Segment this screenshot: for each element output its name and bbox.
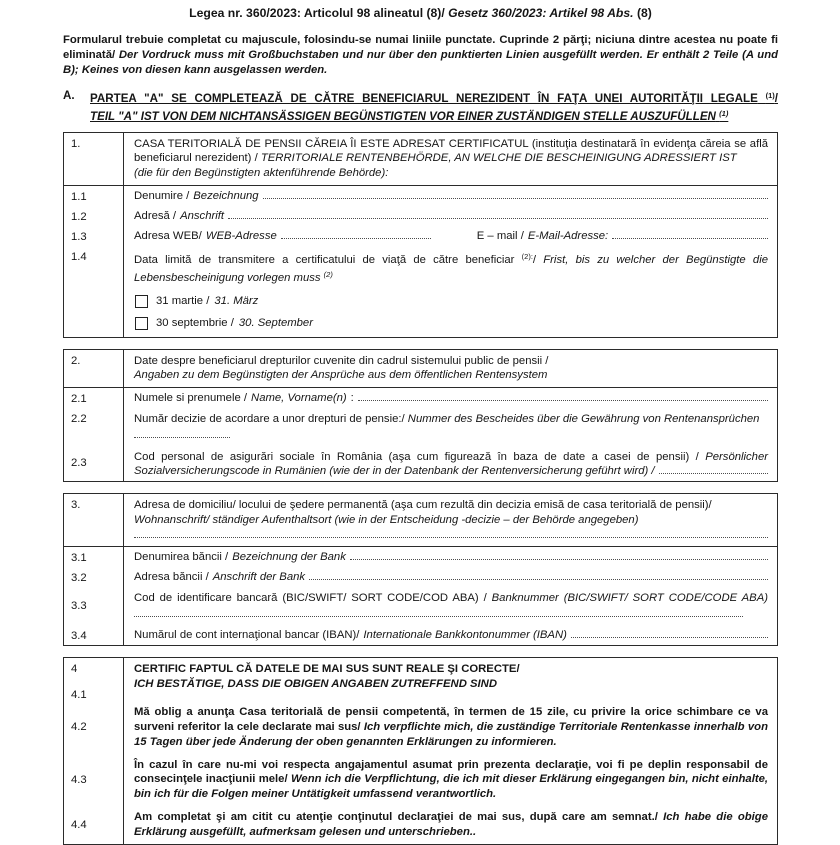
dotted-field[interactable] — [281, 237, 431, 239]
dotted-field[interactable] — [134, 536, 768, 538]
field-label-de: Anschrift — [180, 210, 225, 222]
row-number: 3. — [71, 498, 81, 511]
field-label-de: Nummer des Bescheides über die Gewährung von Rentenansprüchen — [407, 413, 760, 426]
table-row — [64, 658, 777, 701]
law-title-ro: Legea nr. 360/2023: Articolul 98 alineatul (8)/ — [189, 6, 445, 20]
field-label — [134, 412, 768, 427]
section-a-slash: / — [774, 91, 778, 105]
field-label-de2: Sozialversicherungscode in Rumänien (wie der in der Datenbank der Rentenversicherung geführt wird) / — [134, 464, 655, 477]
row-number: 1.2 — [71, 211, 87, 223]
section-3-table — [63, 493, 778, 646]
row-number: 2. — [71, 354, 81, 367]
field-label-de: Banknummer (BIC/SWIFT/ SORT CODE/CODE ABA) — [491, 592, 768, 605]
dotted-field[interactable] — [571, 636, 768, 638]
deadline-slash: / — [532, 254, 537, 266]
table-row — [64, 625, 777, 645]
field-label-de: Bezeichnung der Bank — [232, 551, 346, 564]
field-label-ro: Adresa WEB/ — [134, 230, 202, 242]
field-label-de: WEB-Adresse — [205, 230, 277, 242]
field-label-ro: Adresă / — [134, 210, 177, 222]
row-number: 3.4 — [71, 630, 87, 643]
intro-ro: Formularul trebuie completat cu majuscule, folosindu-se numai liniile punctate. Cuprinde 2 părţi; niciuna dintre acestea nu poate fi eliminată/ — [63, 34, 778, 62]
section-3-title-ro: Adresa de domiciliu/ locului de şedere permanentă (aşa cum rezultă din decizia emisă de casa teritorială de pensii)/ — [134, 498, 712, 511]
row-number: 3.2 — [71, 572, 87, 585]
field-label-de: Internationale Bankkontonummer (IBAN) — [363, 629, 567, 642]
page-title — [63, 6, 778, 20]
row-number: 4.2 — [71, 721, 87, 734]
field-label-ro: Număr decizie de acordare a unor drepturi de pensie:/ — [134, 413, 405, 426]
table-row — [64, 186, 777, 206]
field-label-de: Bezeichnung — [193, 190, 259, 202]
checkbox-row-30-september[interactable] — [135, 317, 768, 330]
field-label-de: Anschrift der Bank — [212, 571, 306, 584]
field-label-email-de: E-Mail-Adresse: — [527, 230, 609, 242]
row-number-4-1: 4.1 — [71, 689, 87, 702]
checkbox-icon[interactable] — [135, 317, 148, 330]
table-row — [64, 806, 777, 844]
obligation-ro: Mă oblig a anunţa Casa teritorială de pensii competentă, în termen de 15 zile, cu privire la orice schimbare ce va surveni referitor la cele declarate mai sus/ — [134, 706, 768, 733]
section-2-table — [63, 349, 778, 482]
table-row — [64, 408, 777, 446]
checkbox-icon[interactable] — [135, 295, 148, 308]
law-title-de: Gesetz 360/2023: Artikel 98 Abs. — [448, 6, 634, 20]
table-row — [64, 388, 777, 408]
field-label-ro: Cod de identificare bancară (BIC/SWIFT/ SORT CODE/COD ABA) / — [134, 592, 487, 605]
dotted-field[interactable] — [659, 472, 768, 474]
field-label-line1 — [134, 450, 768, 465]
section-1-table — [63, 132, 778, 338]
section-a-de: TEIL "A" IST VON DEM NICHTANSÄSSIGEN BEGÜNSTIGTEN VOR EINER ZUSTÄNDIGEN STELLE AUSZUFÜLLEN — [90, 110, 716, 124]
table-row — [64, 133, 777, 186]
footnote-ref-1: (1) — [765, 90, 775, 100]
checkbox-label-ro: 31 martie / — [156, 295, 210, 308]
row-number: 1.4 — [71, 251, 87, 263]
row-number: 2.2 — [71, 413, 87, 426]
section-a-heading — [63, 89, 778, 125]
row-number: 1. — [71, 137, 81, 150]
field-label-ro: Denumirea băncii / — [134, 551, 229, 564]
table-row — [64, 547, 777, 567]
checkbox-label-ro: 30 septembrie / — [156, 317, 234, 330]
deadline-label-ro: Data limită de transmitere a certificatului de viaţă de către beneficiar — [134, 254, 515, 266]
footnote-ref-2: (2): — [521, 252, 533, 261]
checkbox-label-de: 30. September — [238, 317, 313, 330]
row-number: 2.3 — [71, 457, 87, 470]
dotted-field[interactable] — [134, 436, 230, 438]
dotted-field[interactable] — [358, 399, 768, 401]
section-a-line-ro — [90, 89, 778, 107]
liability-ro: În cazul în care nu-mi voi respecta angajamentul asumat prin prezenta declaraţie, voi fi pe deplin responsabil de consecinţele inacţiunii mele/ — [134, 758, 768, 786]
field-label-ro: Adresa băncii / — [134, 571, 209, 584]
table-row — [64, 246, 777, 337]
section-1-title-de: TERRITORIALE RENTENBEHÖRDE, AN WELCHE DIE BESCHEINIGUNG ADRESSIERT IST — [260, 152, 737, 165]
section-a-line-de — [90, 107, 778, 125]
dotted-field[interactable] — [134, 615, 743, 617]
completion-de: Ich habe die obige Erklärung ausgefüllt, aufmerksam gelesen und unterschrieben.. — [134, 810, 768, 838]
intro-paragraph — [63, 33, 778, 79]
row-number: 3.1 — [71, 552, 87, 565]
table-row — [64, 754, 777, 806]
dotted-field[interactable] — [228, 217, 768, 219]
section-1-title — [134, 137, 768, 167]
obligation-statement — [134, 705, 768, 749]
section-1-title-de2: (die für den Begünstigten aktenführende Behörde): — [134, 167, 389, 180]
liability-de: Wenn ich die Verpflichtung, die ich mit dieser Erklärung eingegangen bin, nicht einhalte, bin ich für die Folgen meiner Untätigkeit umfassend verantwortlich. — [134, 773, 769, 801]
intro-de: Der Vordruck muss mit Großbuchstaben und nur über den punktierten Linien ausgefüllt werden. Er enthält 2 Teile (A und B); Keines von diesen kann ausgelassen werden. — [63, 49, 779, 77]
table-row — [64, 350, 777, 389]
section-a-label: A. — [63, 88, 75, 102]
section-2-title-de: Angaben zu dem Begünstigten der Ansprüche aus dem öffentlichen Rentensystem — [134, 369, 548, 382]
table-row — [64, 446, 777, 481]
section-3-title-de: Wohnanschrift/ ständiger Aufenthaltsort (wie in der Entscheidung -decizie – der Behörde angegeben) — [134, 513, 639, 526]
field-label — [134, 591, 768, 606]
field-label-de: Name, Vorname(n) — [251, 392, 347, 405]
field-colon: : — [350, 392, 354, 405]
footnote-ref-1b: (1) — [719, 109, 729, 119]
table-row — [64, 567, 777, 587]
table-row — [64, 226, 777, 246]
field-label-ro: Denumire / — [134, 190, 190, 202]
field-label-ro: Cod personal de asigurări sociale în România (aşa cum figurează în baza de date a casei de pensii) / — [134, 450, 699, 463]
row-number: 1.3 — [71, 231, 87, 243]
dotted-field[interactable] — [612, 237, 768, 239]
section-2-title-ro: Date despre beneficiarul drepturilor cuvenite din cadrul sistemului public de pensii / — [134, 354, 549, 367]
dotted-field[interactable] — [309, 578, 768, 580]
dotted-field[interactable] — [263, 197, 768, 199]
field-label-ro: Numărul de cont internaţional bancar (IBAN)/ — [134, 629, 360, 642]
row-number: 4.4 — [71, 818, 87, 831]
certify-statement-ro: CERTIFIC FAPTUL CĂ DATELE DE MAI SUS SUNT REALE ŞI CORECTE/ — [134, 663, 520, 676]
row-number: 1.1 — [71, 191, 87, 203]
row-number: 4.3 — [71, 773, 87, 786]
row-number — [64, 658, 123, 701]
certify-statement-de: ICH BESTĂTIGE, DASS DIE OBIGEN ANGABEN ZUTREFFEND SIND — [134, 677, 497, 690]
section-1-title-ro: CASA TERITORIALĂ DE PENSII CĂREIA ÎI ESTE ADRESAT CERTIFICATUL (instituţia destinatară în evidenţa căreia se află beneficiarul nerezident) / — [134, 137, 768, 165]
field-label-ro: Numele si prenumele / — [134, 392, 248, 405]
checkbox-label-de: 31. März — [214, 295, 259, 308]
dotted-field[interactable] — [350, 558, 768, 560]
section-a-ro: PARTEA "A" SE COMPLETEAZĂ DE CĂTRE BENEFICIARUL NEREZIDENT ÎN FAŢA UNEI AUTORITĂŢII LEGALE — [90, 91, 758, 105]
row-number: 3.3 — [71, 600, 87, 613]
footnote-ref-2b: (2) — [323, 269, 333, 279]
row-number-4: 4 — [71, 663, 78, 676]
field-label-de1: Persönlicher — [705, 450, 769, 463]
table-row — [64, 587, 777, 625]
deadline-label — [134, 250, 768, 286]
section-4-table — [63, 657, 778, 844]
table-row — [64, 206, 777, 226]
table-row — [64, 701, 777, 753]
deadline-label-de: Frist, bis zu welcher der Begünstigte die Lebensbescheinigung vorlegen muss — [134, 254, 769, 284]
completion-ro: Am completat şi am citit cu atenţie conţinutul declaraţiei de mai sus, după care am semnat./ — [134, 810, 658, 823]
table-row — [64, 494, 777, 548]
obligation-de: Ich verpflichte mich, die zuständige Territoriale Rentenkasse innerhalb von 15 Tagen über jede Änderung der oben genannten Erklärungen zu informieren. — [134, 720, 768, 748]
field-label-email-ro: E – mail / — [476, 230, 524, 242]
row-number: 2.1 — [71, 393, 87, 406]
law-title-tail: (8) — [636, 6, 652, 20]
checkbox-row-31-march[interactable] — [135, 295, 768, 308]
completion-statement — [134, 810, 768, 840]
liability-statement — [134, 758, 768, 802]
